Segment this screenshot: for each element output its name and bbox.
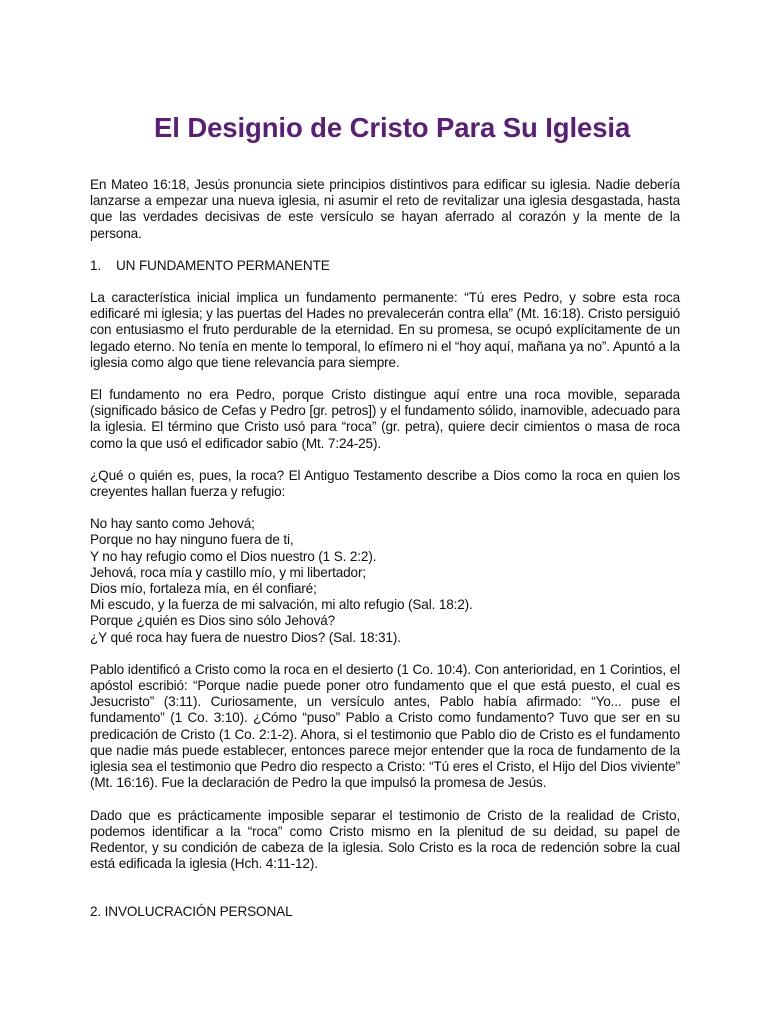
scripture-line: Porque no hay ninguno fuera de ti, <box>90 532 294 548</box>
scripture-line: Mi escudo, y la fuerza de mi salvación, mi alto refugio (Sal. 18:2). <box>90 597 473 613</box>
scripture-quote <box>90 516 680 646</box>
section-2-heading: 2. INVOLUCRACIÓN PERSONAL <box>90 904 293 920</box>
scripture-line: No hay santo como Jehová; <box>90 516 255 532</box>
paragraph-5: Dado que es prácticamente imposible separar el testimonio de Cristo de la realidad de Cristo, podemos identificar a la “roca” como Cristo mismo en la plenitud de su deidad, su papel de Redentor, y su condición de cabeza de la iglesia. Solo Cristo es la roca de redención sobre la cual está edificada la iglesia (Hch. 4:11-12). <box>90 807 680 872</box>
section-1-heading <box>90 258 680 274</box>
scripture-line: Dios mío, fortaleza mía, en él confiaré; <box>90 581 317 597</box>
paragraph-4: Pablo identificó a Cristo como la roca en el desierto (1 Co. 10:4). Con anterioridad, en 1 Corintios, el apóstol escribió: “Porque nadie puede poner otro fundamento que el que está puesto, el cual es Jesucristo” (3:11). Curiosamente, un versículo antes, Pablo había afirmado: “Yo... puse el fundamento” (1 Co. 3:10). ¿Cómo “puso” Pablo a Cristo como fundamento? Tuvo que ser en su predicación de Cristo (1 Co. 2:1-2). Ahora, si el testimonio que Pablo dio de Cristo es el fundamento que nadie más puede establecer, entonces parece mejor entender que la roca de fundamento de la iglesia sea el testimonio que Pedro dio respecto a Cristo: “Tú eres el Cristo, el Hijo del Dios viviente” (Mt. 16:16). Fue la declaración de Pedro la que impulsó la promesa de Jesús. <box>90 661 680 791</box>
scripture-line: Y no hay refugio como el Dios nuestro (1 S. 2:2). <box>90 548 377 564</box>
paragraph-1: La característica inicial implica un fundamento permanente: “Tú eres Pedro, y sobre esta roca edificaré mi iglesia; y las puertas del Hades no prevalecerán contra ella” (Mt. 16:18). Cristo persiguió con entusiasmo el fruto perdurable de la eternidad. En su promesa, se ocupó explícitamente de un legado eterno. No tenía en mente lo temporal, lo efímero ni el “hoy aquí, mañana ya no”. Apuntó a la iglesia como algo que tiene relevancia para siempre. <box>90 290 680 370</box>
scripture-line: Jehová, roca mía y castillo mío, y mi libertador; <box>90 564 366 580</box>
intro-paragraph: En Mateo 16:18, Jesús pronuncia siete principios distintivos para edificar su iglesia. Nadie debería lanzarse a empezar una nueva iglesia, ni asumir el reto de revitalizar una iglesia desgastada, hasta que las verdades decisivas de este versículo se hayan aferrado al corazón y la mente de la persona. <box>90 177 680 241</box>
document-title: El Designio de Cristo Para Su Iglesia <box>154 112 631 143</box>
paragraph-3: ¿Qué o quién es, pues, la roca? El Antiguo Testamento describe a Dios como la roca en quien los creyentes hallan fuerza y refugio: <box>90 467 680 500</box>
section-1-heading-text: UN FUNDAMENTO PERMANENTE <box>116 257 330 273</box>
section-1-number: 1. <box>90 257 102 273</box>
scripture-line: ¿Y qué roca hay fuera de nuestro Dios? (Sal. 18:31). <box>90 629 401 645</box>
scripture-line: Porque ¿quién es Dios sino sólo Jehová? <box>90 613 336 629</box>
paragraph-2: El fundamento no era Pedro, porque Cristo distingue aquí entre una roca movible, separada (significado básico de Cefas y Pedro [gr. petros]) y el fundamento sólido, inamovible, adecuado para la iglesia. El término que Cristo usó para “roca” (gr. petra), quiere decir cimientos o masa de roca como la que usó el edificador sabio (Mt. 7:24-25). <box>90 387 680 451</box>
